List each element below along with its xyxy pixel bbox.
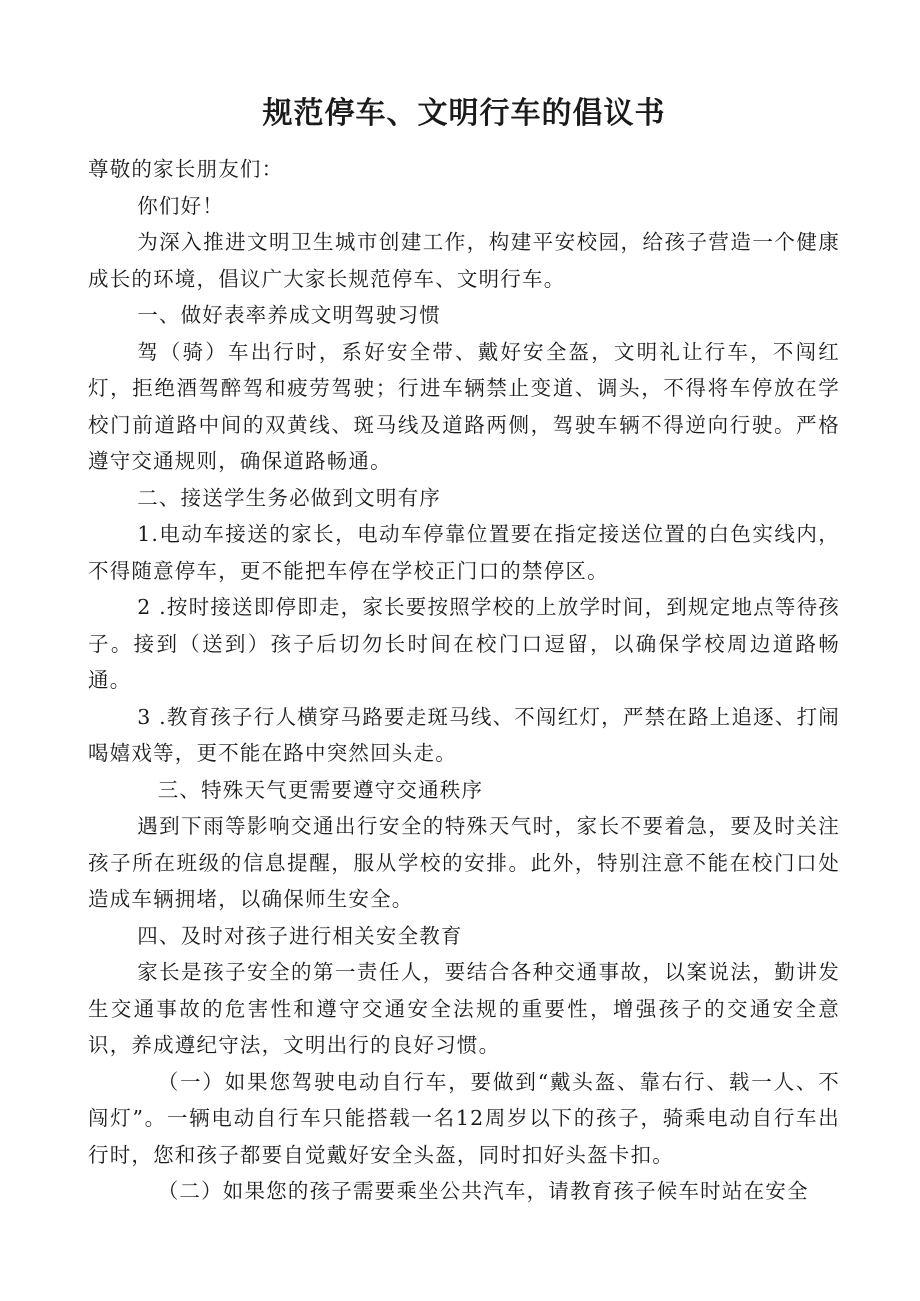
section-heading-3: 三、特殊天气更需要遵守交通秩序 — [157, 777, 484, 802]
document-body — [88, 151, 840, 1210]
section-1-paragraph-1: 驾（骑）车出行时，系好安全带、戴好安全盔，文明礼让行车，不闯红灯，拒绝酒驾醉驾和疲劳驾驶；行进车辆禁止变道、调头，不得将车停放在学校门前道路中间的双黄线、斑马线及道路两侧，驾驶车辆不得逆向行驶。严格遵守交通规则，确保道路畅通。 — [88, 339, 840, 473]
greeting: 你们好！ — [137, 193, 224, 218]
section-2-paragraph-3: 3 .教育孩子行人横穿马路要走斑马线、不闯红灯，严禁在路上追逐、打闹喝嬉戏等，更不能在路中突然回头走。 — [88, 704, 840, 765]
salutation: 尊敬的家长朋友们： — [88, 157, 284, 181]
section-4-paragraph-1: 家长是孩子安全的第一责任人，要结合各种交通事故，以案说法，勤讲发生交通事故的危害性和遵守交通安全法规的重要性，增强孩子的交通安全意识，养成遵纪守法，文明出行的良好习惯。 — [88, 960, 840, 1057]
section-4-paragraph-3: （二）如果您的孩子需要乘坐公共汽车，请教育孩子候车时站在安全 — [157, 1179, 809, 1203]
section-4-paragraph-2: （一）如果您驾驶电动自行车，要做到“戴头盔、靠右行、载一人、不闯灯”。一辆电动自行车只能搭载一名12周岁以下的孩子，骑乘电动自行车出行时，您和孩子都要自觉戴好安全头盔，同时扣好头盔卡扣。 — [88, 1069, 840, 1167]
section-3-paragraph-1: 遇到下雨等影响交通出行安全的特殊天气时，家长不要着急，要及时关注孩子所在班级的信息提醒，服从学校的安排。此外，特别注意不能在校门口处造成车辆拥堵，以确保师生安全。 — [88, 814, 840, 911]
intro-paragraph: 为深入推进文明卫生城市创建工作，构建平安校园，给孩子营造一个健康成长的环境，倡议广大家长规范停车、文明行车。 — [88, 230, 840, 291]
section-heading-4: 四、及时对孩子进行相关安全教育 — [137, 923, 463, 948]
section-heading-2: 二、接送学生务必做到文明有序 — [137, 485, 441, 510]
document-title: 规范停车、文明行车的倡议书 — [262, 96, 666, 131]
section-2-paragraph-1: 1.电动车接送的家长，电动车停靠位置要在指定接送位置的白色实线内，不得随意停车，更不能把车停在学校正门口的禁停区。 — [88, 522, 840, 583]
section-heading-1: 一、做好表率养成文明驾驶习惯 — [137, 303, 441, 327]
section-2-paragraph-2: 2 .按时接送即停即走，家长要按照学校的上放学时间，到规定地点等待孩子。接到（送到）孩子后切勿长时间在校门口逗留，以确保学校周边道路畅通。 — [88, 595, 840, 692]
